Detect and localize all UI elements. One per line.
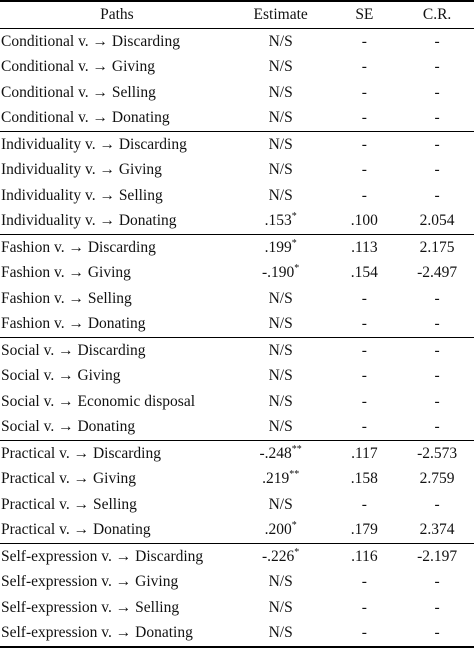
se-cell: .158 [350,470,378,488]
se-cell: - [361,186,367,204]
cr-cell: 2.759 [419,470,455,488]
cr-cell: - [434,573,440,591]
table-row [0,364,474,390]
cr-cell: -2.497 [417,264,458,282]
estimate-value: N/S [268,58,293,76]
header-estimate: Estimate [233,1,329,29]
se-cell: .116 [351,547,378,565]
se-cell: - [361,495,367,513]
estimate-value: -.190 [262,264,295,282]
table-row [0,183,474,209]
se-cell: - [361,367,367,385]
table-row [0,80,474,106]
estimate-cell [233,544,329,570]
cr-cell: - [434,341,440,359]
table-row [0,518,474,544]
path-cell: Individuality v. → Discarding [1,135,187,153]
path-cell: Fashion v. → Discarding [1,238,156,256]
se-cell: .113 [351,238,378,256]
estimate-cell [233,55,329,81]
significance-marker: * [291,520,297,532]
se-cell: - [361,341,367,359]
estimate-cell [233,492,329,518]
path-cell: Individuality v. → Selling [1,186,163,204]
table-row [0,621,474,648]
cr-cell: - [434,32,440,50]
estimate-value: .219 [262,470,290,488]
estimate-value: N/S [268,418,293,436]
cr-cell: 2.175 [419,238,455,256]
cr-cell: -2.197 [417,547,458,565]
table-row [0,29,474,55]
cr-cell: - [400,312,474,338]
table-row [0,286,474,312]
se-cell: - [361,573,367,591]
estimate-value: .199 [264,238,292,256]
estimate-value: N/S [268,315,293,333]
estimate-cell [233,209,329,235]
se-cell: .179 [329,518,401,544]
path-cell: Social v. → Discarding [1,341,146,359]
estimate-value: N/S [268,392,293,410]
significance-marker: ** [291,443,302,455]
cr-cell: - [400,106,474,132]
cr-cell: 2.054 [400,209,474,235]
estimate-value: N/S [268,186,293,204]
se-cell: - [361,289,367,307]
table-row [0,55,474,81]
path-cell: Social v. → Donating [0,415,233,441]
cr-cell: - [434,186,440,204]
table-row [0,544,474,570]
estimate-cell [233,415,329,441]
estimate-cell [233,467,329,493]
path-cell: Social v. → Giving [1,367,121,385]
path-cell: Self-expression v. → Selling [1,598,180,616]
estimate-cell [233,518,329,544]
se-cell: .117 [351,444,378,462]
estimate-value: N/S [268,341,293,359]
estimate-cell [233,158,329,184]
path-cell: Fashion v. → Donating [0,312,233,338]
table-row [0,261,474,287]
cr-cell: - [434,367,440,385]
estimate-value: N/S [268,495,293,513]
estimate-value: N/S [268,135,293,153]
estimate-cell [233,261,329,287]
estimate-cell [233,312,329,338]
estimate-value: N/S [268,32,293,50]
cr-cell: - [434,495,440,513]
table-row [0,312,474,338]
table-row [0,158,474,184]
cr-cell: - [434,58,440,76]
table-row [0,389,474,415]
header-paths: Paths [0,1,233,29]
significance-marker: * [291,237,297,249]
estimate-value: N/S [268,109,293,127]
path-cell: Fashion v. → Selling [1,289,132,307]
cr-cell: - [434,289,440,307]
path-cell: Conditional v. → Giving [1,58,155,76]
estimate-cell [233,106,329,132]
estimate-value: N/S [268,573,293,591]
estimate-value: N/S [268,598,293,616]
se-cell: - [361,83,367,101]
estimate-value: -.248 [259,444,292,462]
cr-cell: 2.374 [400,518,474,544]
estimate-cell [233,621,329,648]
se-cell: - [329,106,401,132]
estimate-cell [233,132,329,158]
estimate-cell [233,80,329,106]
table-row [0,595,474,621]
estimate-cell [233,595,329,621]
path-cell: Practical v. → Giving [1,470,137,488]
cr-cell: - [434,83,440,101]
path-cell: Fashion v. → Giving [1,264,131,282]
table-row [0,441,474,467]
significance-marker: * [291,211,297,223]
cr-cell: - [434,135,440,153]
cr-cell: -2.573 [417,444,458,462]
se-cell: - [361,392,367,410]
se-cell: - [361,135,367,153]
header-row [0,1,474,29]
path-cell: Practical v. → Discarding [1,444,161,462]
header-se: SE [329,1,401,29]
cr-cell: - [434,598,440,616]
path-cell: Social v. → Economic disposal [1,392,196,410]
header-cr: C.R. [400,1,474,29]
se-cell: - [361,598,367,616]
estimate-cell [233,389,329,415]
path-cell: Practical v. → Selling [1,495,137,513]
cr-cell: - [400,415,474,441]
estimate-cell [233,235,329,261]
se-cell: - [361,161,367,179]
estimate-cell [233,441,329,467]
table-row [0,132,474,158]
table-row [0,492,474,518]
path-cell: Conditional v. → Selling [1,83,156,101]
estimate-cell [233,364,329,390]
table-row [0,235,474,261]
estimate-value: N/S [268,367,293,385]
se-cell: - [329,621,401,648]
significance-marker: ** [289,469,300,481]
estimate-value: -.226 [262,547,295,565]
se-cell: - [329,312,401,338]
significance-marker: * [294,546,300,558]
significance-marker: * [294,263,300,275]
cr-cell: - [434,161,440,179]
estimate-cell [233,29,329,55]
path-cell: Self-expression v. → Giving [1,573,179,591]
se-cell: - [329,415,401,441]
se-cell: - [361,58,367,76]
path-cell: Individuality v. → Giving [1,161,162,179]
estimate-value: N/S [268,624,293,642]
estimate-cell [233,570,329,596]
table-row [0,106,474,132]
estimate-value: N/S [268,289,293,307]
estimate-cell [233,183,329,209]
estimate-value: N/S [268,83,293,101]
se-cell: .154 [350,264,378,282]
table-row [0,467,474,493]
estimate-cell [233,286,329,312]
table-row [0,338,474,364]
path-cell: Self-expression v. → Donating [0,621,233,648]
table-row [0,570,474,596]
table-row [0,209,474,235]
estimate-value: .153 [264,212,292,230]
se-cell: - [361,32,367,50]
path-cell: Self-expression v. → Discarding [1,547,204,565]
se-cell: .100 [329,209,401,235]
path-cell: Conditional v. → Donating [0,106,233,132]
cr-cell: - [434,392,440,410]
table-body [0,29,474,648]
estimate-cell [233,338,329,364]
path-cell: Practical v. → Donating [0,518,233,544]
path-cell: Individuality v. → Donating [0,209,233,235]
estimate-value: .200 [264,521,292,539]
cr-cell: - [400,621,474,648]
table-header [0,1,474,29]
path-cell: Conditional v. → Discarding [1,32,180,50]
table-row [0,415,474,441]
estimate-value: N/S [268,161,293,179]
